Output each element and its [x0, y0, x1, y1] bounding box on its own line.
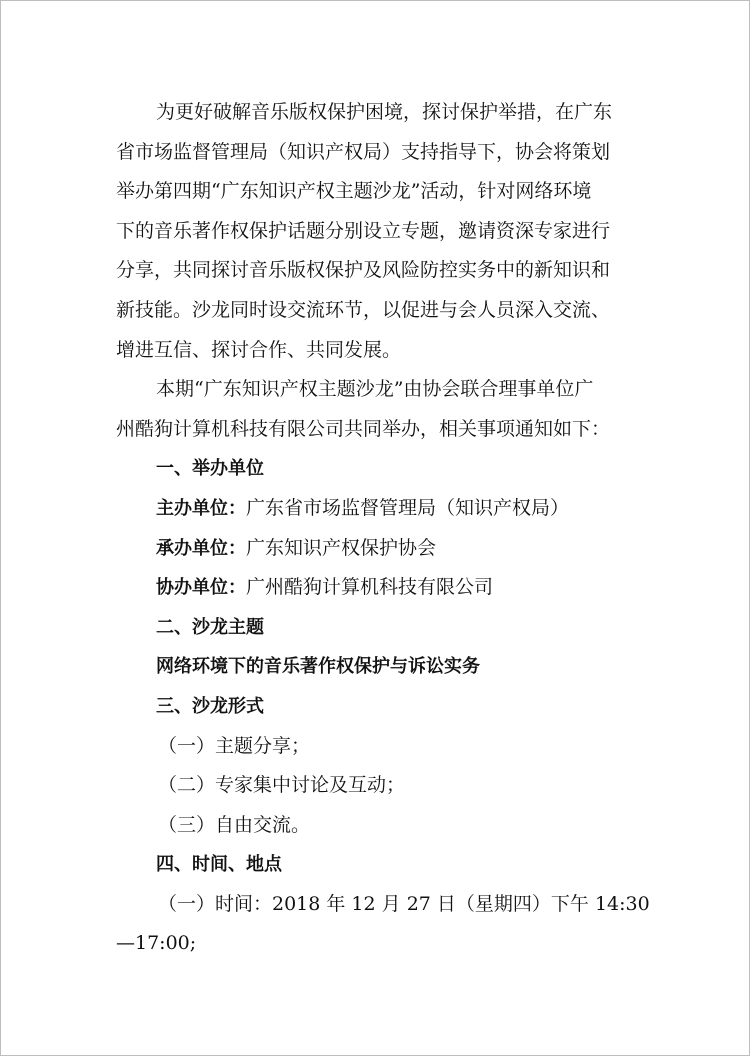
- host-unit-line: [116, 489, 636, 529]
- section-heading-time-place: 四、时间、地点: [156, 854, 282, 876]
- time-line-continued: —17:00;: [116, 932, 197, 955]
- section-heading-theme: 二、沙龙主题: [156, 616, 264, 638]
- co-unit-label: 协办单位：: [156, 577, 246, 599]
- intro-line: 增进互信、探讨合作、共同发展。: [116, 338, 402, 361]
- document-body: [116, 93, 650, 964]
- co-unit-line: [116, 568, 636, 608]
- notice-line: 本期“广东知识产权主题沙龙”由协会联合理事单位广: [156, 378, 594, 401]
- intro-line: 为更好破解音乐版权保护困境，探讨保护举措，在广东: [156, 101, 613, 123]
- format-item: （三）自由交流。: [158, 813, 311, 836]
- host-unit-value: 广东省市场监督管理局（知识产权局）: [246, 496, 570, 519]
- section-heading-organizers: 一、举办单位: [156, 458, 264, 480]
- notice-line: 州酷狗计算机科技有限公司共同举办，相关事项通知如下：: [116, 417, 611, 440]
- organizer-unit-line: [116, 529, 636, 569]
- intro-paragraph: [116, 93, 636, 370]
- salon-theme: 网络环境下的音乐著作权保护与诉讼实务: [156, 656, 480, 678]
- intro-line: 分享，共同探讨音乐版权保护及风险防控实务中的新知识和: [116, 259, 611, 282]
- organizer-unit-label: 承办单位：: [156, 537, 246, 559]
- intro-line: 省市场监督管理局（知识产权局）支持指导下，协会将策划: [116, 140, 611, 163]
- intro-line: 下的音乐著作权保护话题分别设立专题，邀请资深专家进行: [116, 219, 611, 242]
- organizer-unit-value: 广东知识产权保护协会: [246, 536, 437, 559]
- co-unit-value: 广州酷狗计算机科技有限公司: [246, 576, 494, 599]
- time-line: （一）时间：2018 年 12 月 27 日（星期四）下午 14:30: [158, 892, 650, 915]
- host-unit-label: 主办单位：: [156, 497, 246, 519]
- section-heading-format: 三、沙龙形式: [156, 695, 264, 717]
- intro-line: 举办第四期“广东知识产权主题沙龙”活动，针对网络环境: [116, 180, 592, 203]
- intro-line: 新技能。沙龙同时设交流环节，以促进与会人员深入交流、: [116, 298, 611, 321]
- format-item: （一）主题分享；: [158, 734, 311, 757]
- notice-paragraph: [116, 370, 636, 449]
- format-item: （二）专家集中讨论及互动；: [158, 774, 406, 797]
